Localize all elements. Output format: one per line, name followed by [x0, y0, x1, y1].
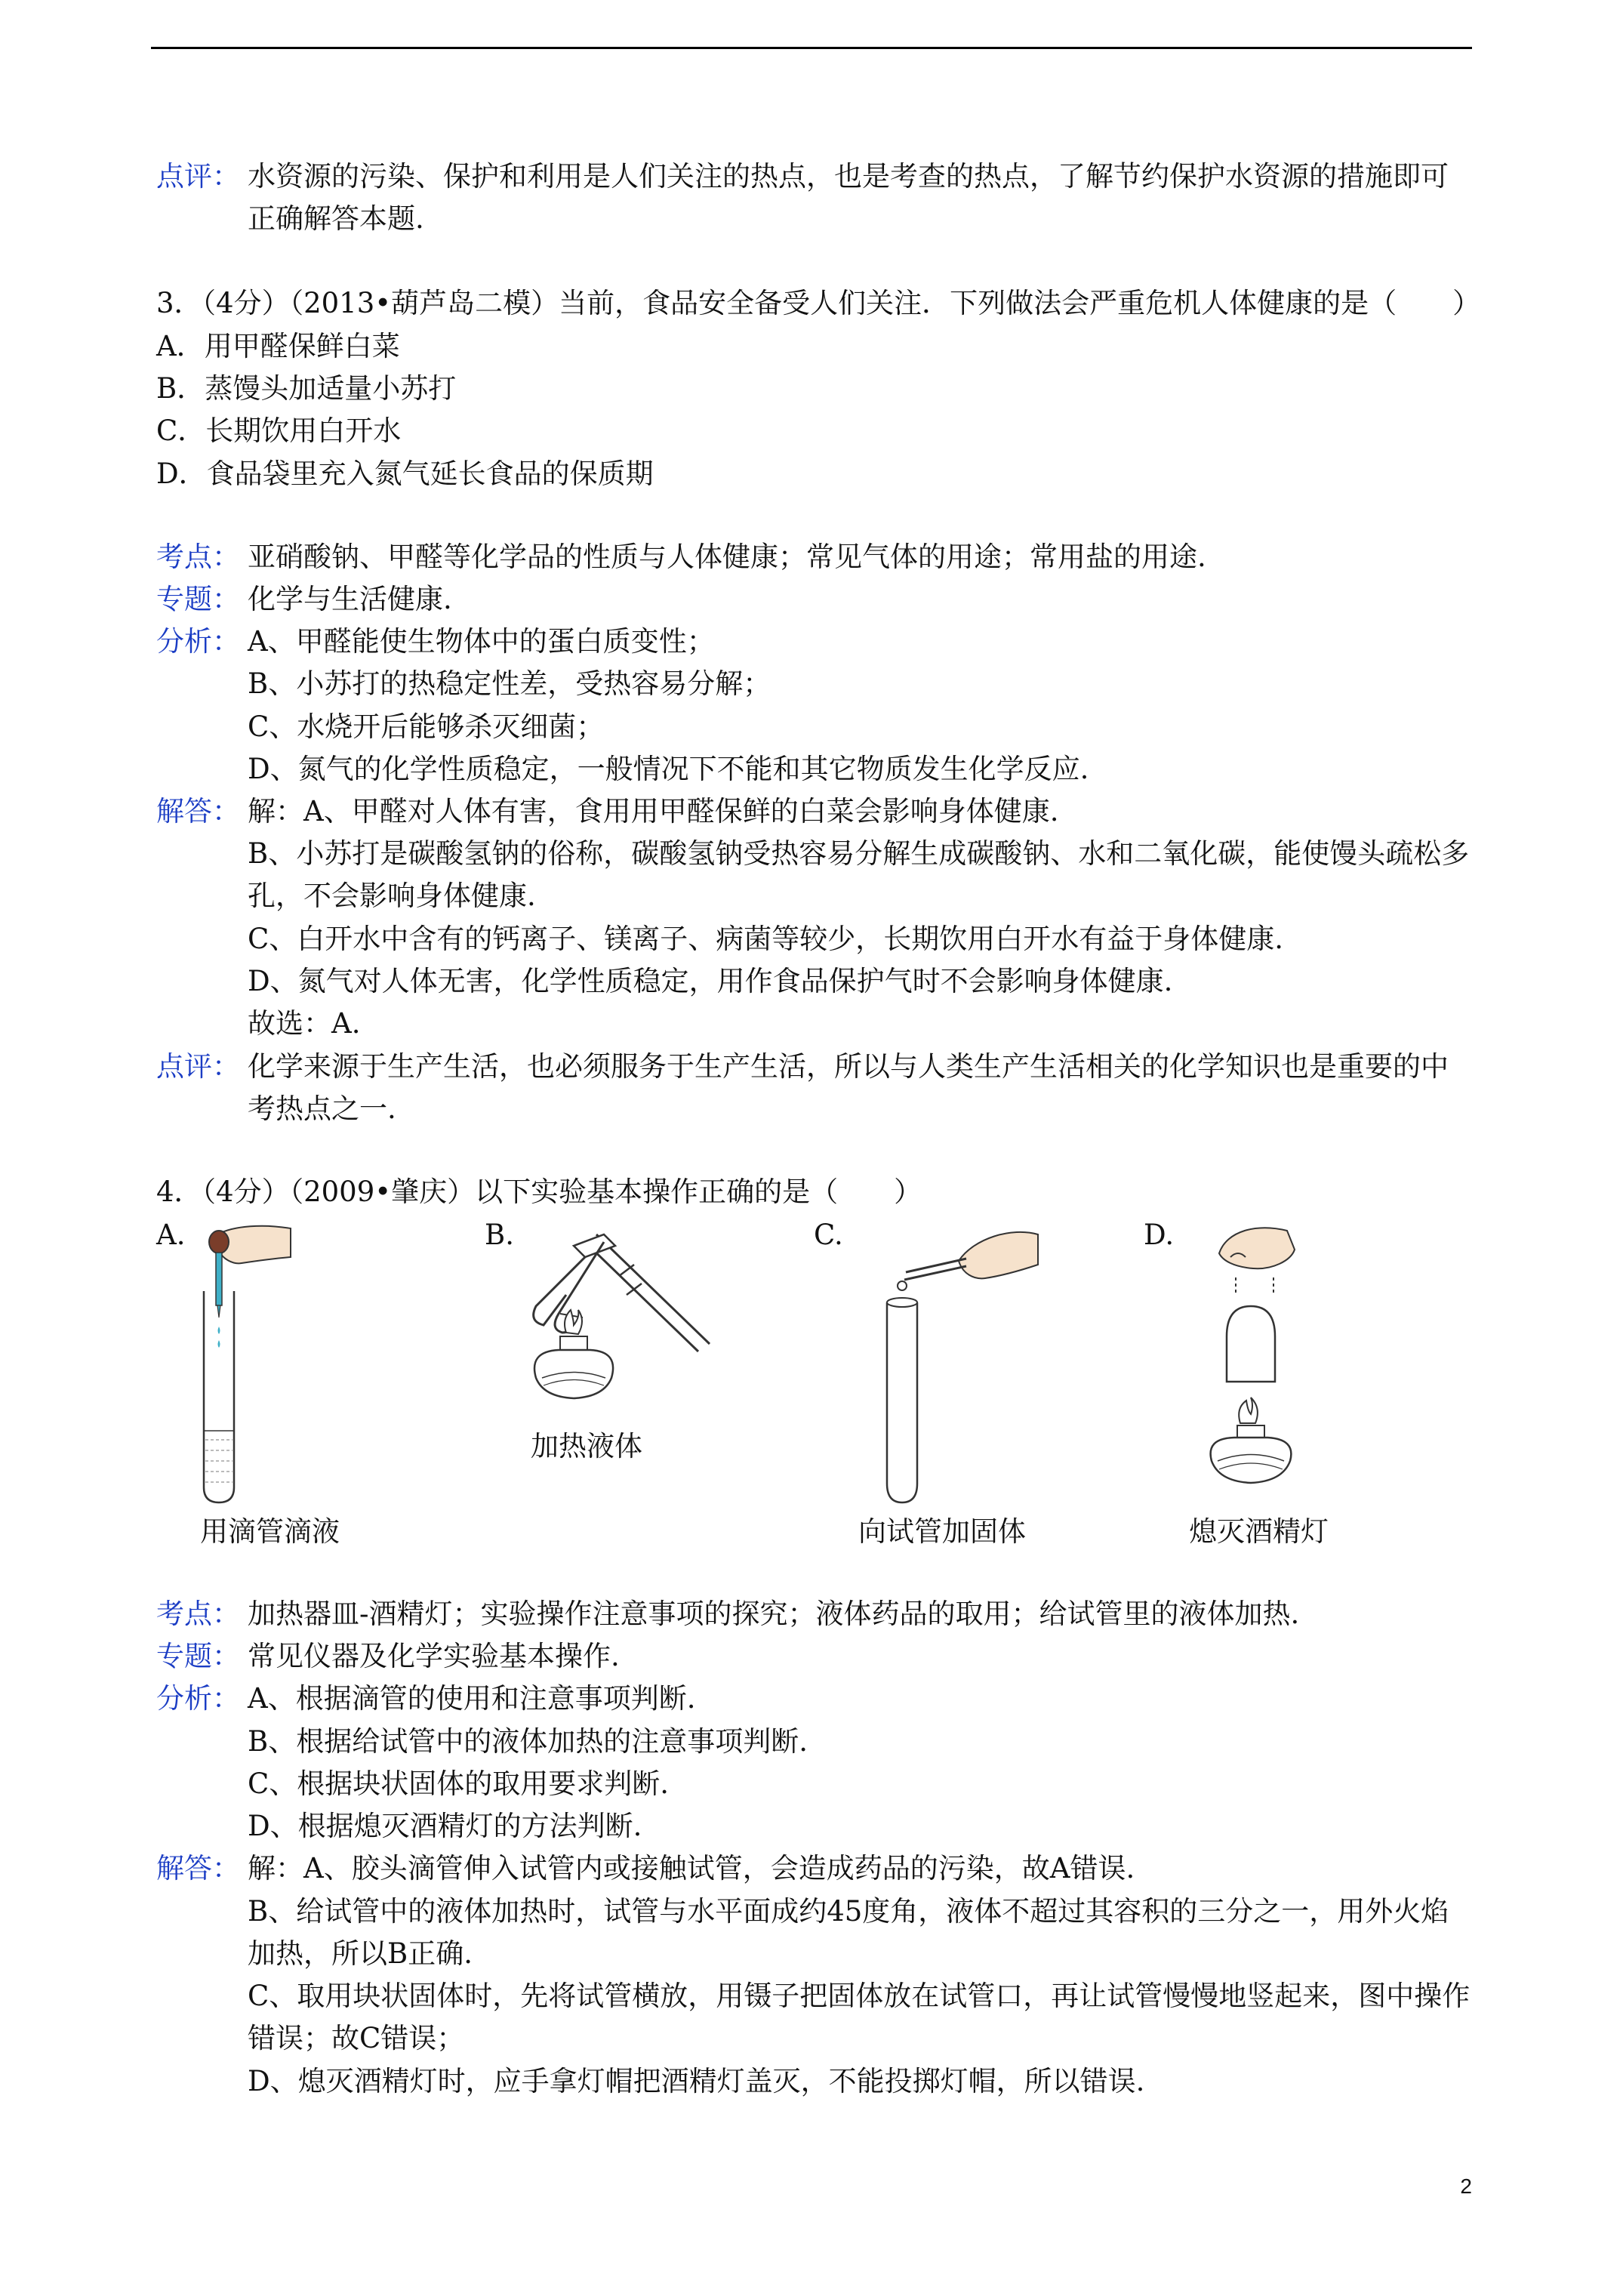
q4-jieda-6: D、熄灭酒精灯时，应手拿灯帽把酒精灯盖灭，不能投掷灯帽，所以错误. — [248, 2065, 1145, 2097]
q3-fenxi-3: C、水烧开后能够杀灭细菌； — [248, 710, 605, 743]
prev-review-line-1: 水资源的污染、保护和利用是人们关注的热点，也是考查的热点，了解节约保护水资源的措施即可 — [248, 160, 1449, 193]
q4-stem: 4．（4分）（2009•肇庆）以下实验基本操作正确的是（ ） — [156, 1176, 922, 1208]
q3-jieda-4: C、白开水中含有的钙离子、镁离子、病菌等较少，长期饮用白开水有益于身体健康. — [248, 923, 1284, 955]
q4-fenxi-3: C、根据块状固体的取用要求判断. — [248, 1767, 670, 1800]
q4-figure-a-caption: 用滴管滴液 — [200, 1515, 340, 1548]
q4-fenxi-4: D、根据熄灭酒精灯的方法判断. — [248, 1810, 642, 1842]
q4-jieda-2: B、给试管中的液体加热时，试管与水平面成约45度角，液体不超过其容积的三分之一，用外火焰 — [248, 1895, 1449, 1928]
q3-fenxi-1: A、甲醛能使生物体中的蛋白质变性； — [248, 625, 715, 658]
figure-b-heating-illustration — [521, 1223, 717, 1419]
q4-zhuanti: 常见仪器及化学实验基本操作. — [248, 1640, 620, 1672]
q3-dianping-1: 化学来源于生产生活，也必须服务于生产生活，所以与人类生产生活相关的化学知识也是重要的中 — [248, 1050, 1449, 1083]
q4-kaodian: 加热器皿-酒精灯；实验操作注意事项的探究；液体药品的取用；给试管里的液体加热. — [248, 1598, 1300, 1630]
q3-option-a: A．用甲醛保鲜白菜 — [156, 330, 400, 362]
page-number: 2 — [1460, 2174, 1472, 2198]
q4-fenxi-label: 分析： — [156, 1682, 240, 1715]
prev-review-label: 点评： — [156, 160, 240, 193]
q4-jieda-5: 错误；故C错误； — [248, 2022, 465, 2054]
figure-d-lamp-illustration — [1189, 1216, 1340, 1510]
q3-jieda-5: D、氮气对人体无害，化学性质稳定，用作食品保护气时不会影响身体健康. — [248, 965, 1173, 997]
figure-c-solid-illustration — [853, 1219, 1049, 1506]
q3-stem: 3．（4分）（2013•葫芦岛二模）当前，食品安全备受人们关注．下列做法会严重危机人体健康的是（ ） — [156, 287, 1481, 319]
q3-zhuanti: 化学与生活健康. — [248, 583, 452, 615]
q3-kaodian: 亚硝酸钠、甲醛等化学品的性质与人体健康；常见气体的用途；常用盐的用途. — [248, 541, 1206, 573]
q4-fenxi-2: B、根据给试管中的液体加热的注意事项判断. — [248, 1725, 808, 1758]
q4-figure-b-caption-visible: 加热液体 — [531, 1430, 642, 1462]
q4-kaodian-label: 考点： — [156, 1598, 240, 1630]
q3-option-c: C．长期饮用白开水 — [156, 415, 402, 447]
q3-fenxi-2: B、小苏打的热稳定性差，受热容易分解； — [248, 667, 771, 700]
q4-figure-d-letter: D. — [1144, 1219, 1175, 1251]
q4-figure-c-letter: C. — [814, 1219, 843, 1251]
q3-dianping-label: 点评： — [156, 1050, 240, 1083]
q3-jieda-2: B、小苏打是碳酸氢钠的俗称，碳酸氢钠受热容易分解生成碳酸钠、水和二氧化碳，能使馒头疏松多 — [248, 837, 1470, 870]
q3-fenxi-4: D、氮气的化学性质稳定，一般情况下不能和其它物质发生化学反应. — [248, 753, 1089, 785]
q3-option-d: D．食品袋里充入氮气延长食品的保质期 — [156, 458, 654, 490]
q4-figure-b-letter: B. — [485, 1219, 514, 1251]
q3-jieda-6: 故选：A. — [248, 1007, 361, 1040]
q3-jieda-label: 解答： — [156, 795, 240, 827]
q3-dianping-2: 考热点之一. — [248, 1093, 396, 1125]
q4-jieda-1: 解：A、胶头滴管伸入试管内或接触试管，会造成药品的污染，故A错误. — [248, 1852, 1135, 1885]
q4-jieda-3: 加热，所以B正确. — [248, 1937, 473, 1970]
q3-option-b: B．蒸馒头加适量小苏打 — [156, 372, 457, 405]
q3-fenxi-label: 分析： — [156, 625, 240, 658]
q4-jieda-4: C、取用块状固体时，先将试管横放，用镊子把固体放在试管口，再让试管慢慢地竖起来，图中操作 — [248, 1980, 1471, 2012]
q4-jieda-label: 解答： — [156, 1852, 240, 1885]
q3-jieda-3: 孔，不会影响身体健康. — [248, 880, 536, 912]
prev-review-line-2: 正确解答本题. — [248, 202, 424, 235]
q4-figure-a-letter: A. — [156, 1219, 186, 1251]
q4-zhuanti-label: 专题： — [156, 1640, 240, 1672]
q4-figure-d-caption: 熄灭酒精灯 — [1189, 1515, 1329, 1548]
q4-figure-c-caption: 向试管加固体 — [858, 1515, 1026, 1548]
q3-zhuanti-label: 专题： — [156, 583, 240, 615]
figure-a-dropper-illustration — [189, 1219, 302, 1506]
q3-jieda-1: 解：A、甲醛对人体有害，食用用甲醛保鲜的白菜会影响身体健康. — [248, 795, 1059, 827]
q3-kaodian-label: 考点： — [156, 541, 240, 573]
q4-fenxi-1: A、根据滴管的使用和注意事项判断. — [248, 1682, 696, 1715]
header-rule — [151, 47, 1472, 49]
